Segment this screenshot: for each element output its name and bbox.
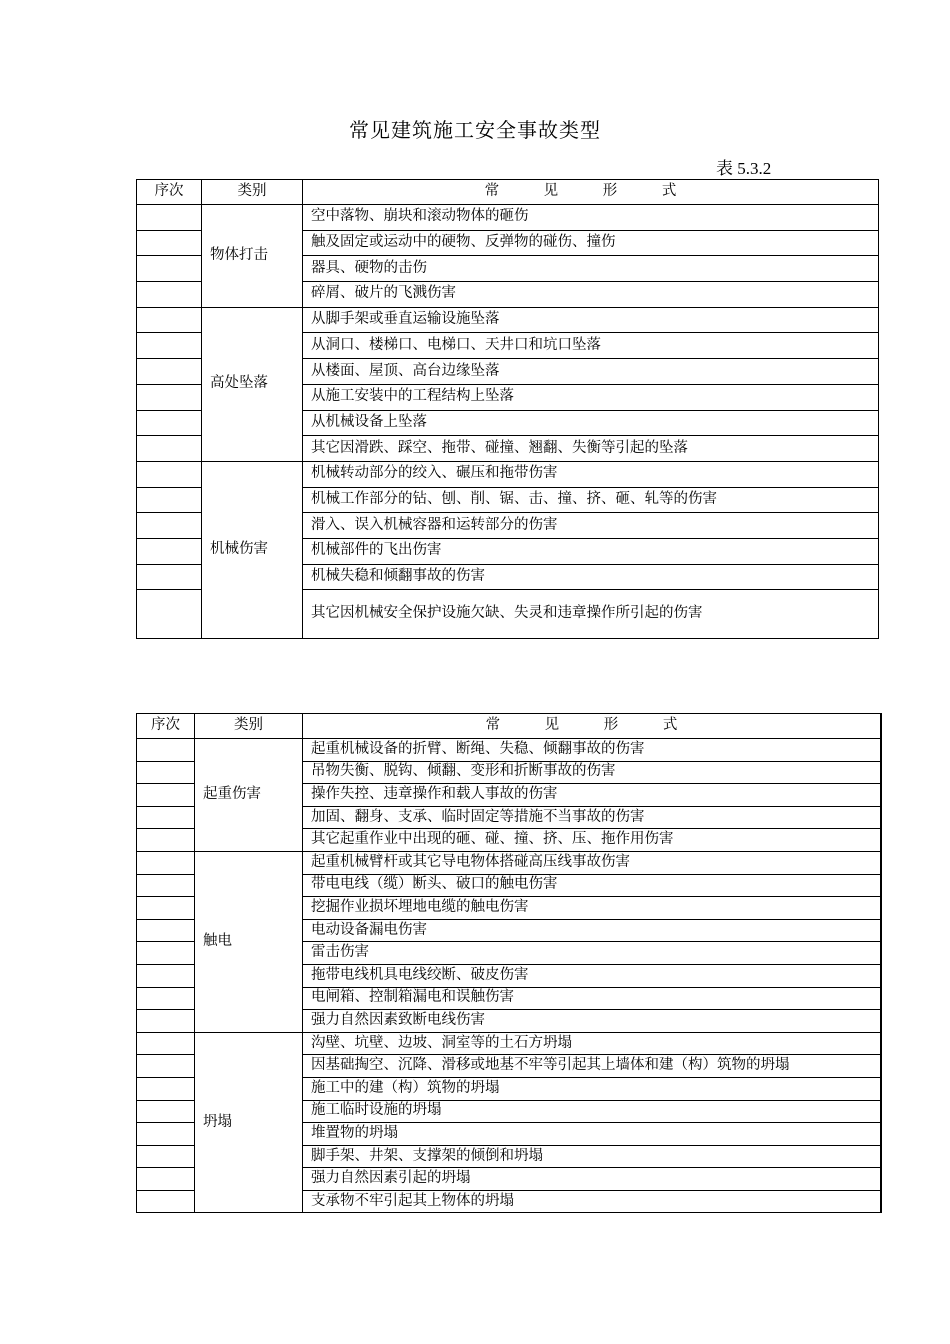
form-cell: 沟壁、坑壁、边坡、洞室等的土石方坍塌 xyxy=(303,1032,882,1055)
seq-cell xyxy=(137,987,195,1010)
form-cell: 带电电线（缆）断头、破口的触电伤害 xyxy=(303,874,882,897)
seq-cell xyxy=(137,1190,195,1213)
seq-cell xyxy=(137,1123,195,1146)
form-cell: 操作失控、违章操作和载人事故的伤害 xyxy=(303,784,882,807)
category-cell: 触电 xyxy=(195,851,303,1032)
seq-cell xyxy=(137,538,202,564)
form-cell: 从洞口、楼梯口、电梯口、天井口和坑口坠落 xyxy=(303,333,879,359)
form-cell: 堆置物的坍塌 xyxy=(303,1123,882,1146)
seq-cell xyxy=(137,1145,195,1168)
table-header-row xyxy=(137,180,879,205)
header-seq: 序次 xyxy=(137,180,202,205)
category-cell: 起重伤害 xyxy=(195,739,303,852)
seq-cell xyxy=(137,964,195,987)
table-header-row xyxy=(137,714,882,739)
seq-cell xyxy=(137,874,195,897)
seq-cell xyxy=(137,897,195,920)
table-row xyxy=(137,461,879,487)
seq-cell xyxy=(137,806,195,829)
seq-cell xyxy=(137,410,202,436)
header-category: 类别 xyxy=(195,714,303,739)
seq-cell xyxy=(137,487,202,513)
form-cell: 因基础掏空、沉降、滑移或地基不牢等引起其上墙体和建（构）筑物的坍塌 xyxy=(303,1055,882,1078)
form-cell: 起重机械臂杆或其它导电物体搭碰高压线事故伤害 xyxy=(303,851,882,874)
table-row xyxy=(137,1032,882,1055)
seq-cell xyxy=(137,436,202,462)
form-cell: 吊物失衡、脱钩、倾翻、变形和折断事故的伤害 xyxy=(303,761,882,784)
seq-cell xyxy=(137,739,195,762)
form-cell: 起重机械设备的折臂、断绳、失稳、倾翻事故的伤害 xyxy=(303,739,882,762)
form-cell: 机械失稳和倾翻事故的伤害 xyxy=(303,564,879,590)
seq-cell xyxy=(137,919,195,942)
form-cell: 脚手架、井架、支撑架的倾倒和坍塌 xyxy=(303,1145,882,1168)
category-cell: 高处坠落 xyxy=(202,307,303,461)
form-cell: 从脚手架或垂直运输设施坠落 xyxy=(303,307,879,333)
seq-cell xyxy=(137,942,195,965)
form-cell: 机械部件的飞出伤害 xyxy=(303,538,879,564)
form-cell: 触及固定或运动中的硬物、反弹物的碰伤、撞伤 xyxy=(303,230,879,256)
form-cell: 器具、硬物的击伤 xyxy=(303,256,879,282)
table-row xyxy=(137,307,879,333)
seq-cell xyxy=(137,307,202,333)
form-cell: 碎屑、破片的飞溅伤害 xyxy=(303,282,879,308)
seq-cell xyxy=(137,829,195,852)
seq-cell xyxy=(137,513,202,539)
form-cell: 雷击伤害 xyxy=(303,942,882,965)
table-row xyxy=(137,739,882,762)
page-title: 常见建筑施工安全事故类型 xyxy=(349,118,601,142)
seq-cell xyxy=(137,1100,195,1123)
form-cell: 电动设备漏电伤害 xyxy=(303,919,882,942)
seq-cell xyxy=(137,590,202,639)
seq-cell xyxy=(137,851,195,874)
header-category: 类别 xyxy=(202,180,303,205)
seq-cell xyxy=(137,461,202,487)
form-cell: 强力自然因素引起的坍塌 xyxy=(303,1168,882,1191)
form-cell: 从楼面、屋顶、高台边缘坠落 xyxy=(303,359,879,385)
form-cell: 空中落物、崩块和滚动物体的砸伤 xyxy=(303,205,879,231)
form-cell: 其它起重作业中出现的砸、碰、撞、挤、压、拖作用伤害 xyxy=(303,829,882,852)
form-cell: 加固、翻身、支承、临时固定等措施不当事故的伤害 xyxy=(303,806,882,829)
seq-cell xyxy=(137,359,202,385)
table-number: 表 5.3.2 xyxy=(716,159,772,178)
seq-cell xyxy=(137,333,202,359)
form-cell: 施工中的建（构）筑物的坍塌 xyxy=(303,1077,882,1100)
seq-cell xyxy=(137,564,202,590)
seq-cell xyxy=(137,1032,195,1055)
seq-cell xyxy=(137,282,202,308)
form-cell: 机械转动部分的绞入、碾压和拖带伤害 xyxy=(303,461,879,487)
seq-cell xyxy=(137,1077,195,1100)
seq-cell xyxy=(137,761,195,784)
seq-cell xyxy=(137,1010,195,1033)
form-cell: 电闸箱、控制箱漏电和误触伤害 xyxy=(303,987,882,1010)
form-cell: 滑入、误入机械容器和运转部分的伤害 xyxy=(303,513,879,539)
form-cell: 施工临时设施的坍塌 xyxy=(303,1100,882,1123)
table-row xyxy=(137,205,879,231)
form-cell: 从机械设备上坠落 xyxy=(303,410,879,436)
header-forms: 常 见 形 式 xyxy=(303,180,879,205)
form-cell: 拖带电线机具电线绞断、破皮伤害 xyxy=(303,964,882,987)
form-cell: 挖掘作业损坏埋地电缆的触电伤害 xyxy=(303,897,882,920)
seq-cell xyxy=(137,784,195,807)
form-cell: 其它因机械安全保护设施欠缺、失灵和违章操作所引起的伤害 xyxy=(303,590,879,639)
category-cell: 物体打击 xyxy=(202,205,303,308)
seq-cell xyxy=(137,205,202,231)
header-forms: 常 见 形 式 xyxy=(303,714,882,739)
accident-types-table-2 xyxy=(136,713,882,1213)
table-row xyxy=(137,851,882,874)
form-cell: 机械工作部分的钻、刨、削、锯、击、撞、挤、砸、轧等的伤害 xyxy=(303,487,879,513)
seq-cell xyxy=(137,256,202,282)
seq-cell xyxy=(137,1055,195,1078)
form-cell: 支承物不牢引起其上物体的坍塌 xyxy=(303,1190,882,1213)
form-cell: 从施工安装中的工程结构上坠落 xyxy=(303,384,879,410)
seq-cell xyxy=(137,384,202,410)
category-cell: 坍塌 xyxy=(195,1032,303,1213)
category-cell: 机械伤害 xyxy=(202,461,303,638)
seq-cell xyxy=(137,1168,195,1191)
accident-types-table-1 xyxy=(136,179,879,639)
form-cell: 强力自然因素致断电线伤害 xyxy=(303,1010,882,1033)
header-seq: 序次 xyxy=(137,714,195,739)
seq-cell xyxy=(137,230,202,256)
form-cell: 其它因滑跌、踩空、拖带、碰撞、翘翻、失衡等引起的坠落 xyxy=(303,436,879,462)
